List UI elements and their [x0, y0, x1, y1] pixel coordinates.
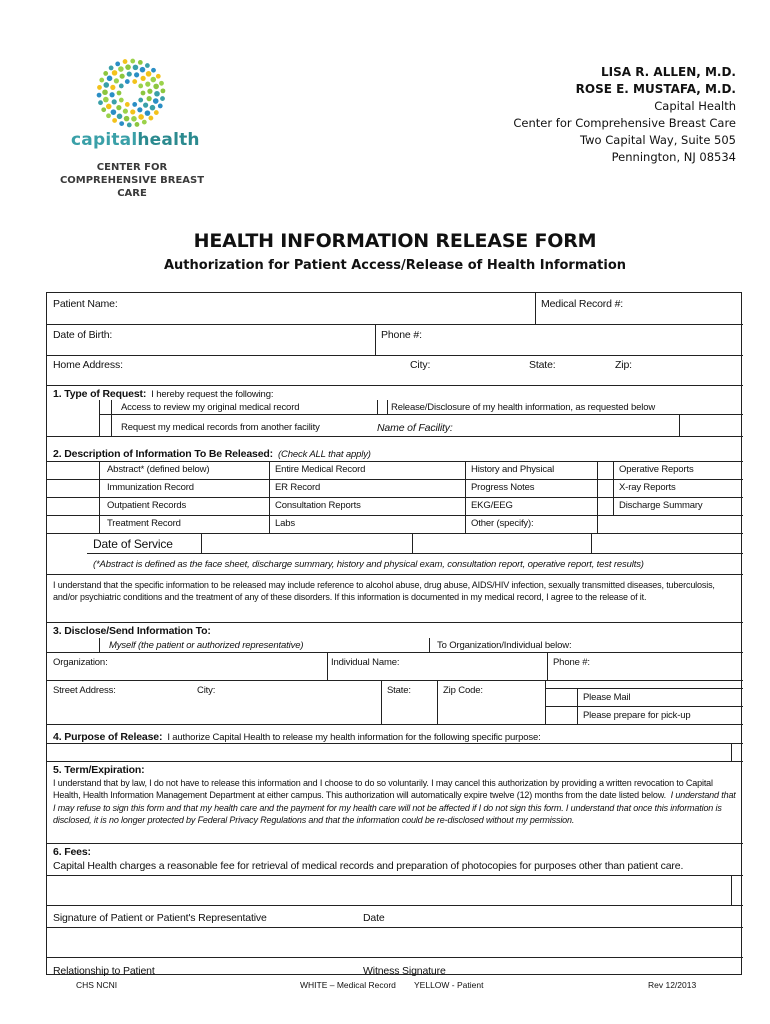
info-checkbox-labs[interactable]: Labs — [275, 518, 296, 529]
recipient-state-label: State: — [387, 685, 411, 696]
logo-dot — [150, 77, 156, 83]
center-name: Center for Comprehensive Breast Care — [513, 116, 736, 130]
info-checkbox-outpatient-records[interactable]: Outpatient Records — [107, 500, 187, 511]
logo-dot — [103, 97, 109, 103]
logo-dot — [159, 81, 164, 86]
info-checkbox-other-specify[interactable]: Other (specify): — [471, 518, 534, 529]
org-name: Capital Health — [654, 99, 736, 113]
logo-dot — [117, 114, 123, 120]
logo-dot — [109, 66, 114, 71]
abstract-definition: (*Abstract is defined as the face sheet, discharge summary, history and physical exam, consultation report, operative report, test results) — [93, 559, 644, 570]
logo-dot — [98, 100, 103, 105]
form-title: HEALTH INFORMATION RELEASE FORM — [193, 230, 597, 252]
logo-dot — [133, 65, 139, 71]
physician-1: LISA R. ALLEN, M.D. — [601, 65, 736, 79]
opt-access-checkbox[interactable]: Access to review my original medical record — [121, 402, 300, 413]
logo-dot — [120, 74, 125, 79]
logo-dot — [110, 85, 115, 90]
logo-dot — [117, 91, 122, 96]
logo-dot — [161, 88, 166, 93]
form-subtitle: Authorization for Patient Access/Release of Health Information — [163, 258, 627, 273]
logo-dot — [123, 59, 128, 64]
logo-dot — [97, 85, 102, 90]
logo-dot — [106, 113, 111, 118]
logo-dot — [99, 78, 104, 83]
logo-dot — [115, 62, 120, 67]
recipient-city-label: City: — [197, 685, 216, 696]
section6-heading: 6. Fees: — [53, 846, 91, 858]
logo-dot — [125, 79, 130, 84]
patient-city-label: City: — [410, 359, 431, 371]
recipient-zip-label: Zip Code: — [443, 685, 483, 696]
logo-dot — [147, 96, 152, 101]
logo-dot — [151, 68, 156, 73]
info-checkbox-history-and-physical[interactable]: History and Physical — [471, 464, 555, 475]
logo-dot — [119, 84, 124, 89]
city-address: Pennington, NJ 08534 — [611, 150, 736, 164]
facility-name-label: Name of Facility: — [377, 422, 453, 434]
logo-dot — [106, 104, 112, 110]
logo-dot — [158, 104, 163, 109]
yellow-copy-label: YELLOW - Patient — [414, 980, 484, 990]
logo-dot — [127, 71, 132, 76]
form-code: CHS NCNI — [76, 980, 118, 990]
logo-dot — [130, 59, 135, 64]
logo-dot — [119, 98, 124, 103]
logo-dot — [160, 96, 165, 101]
witness-label: Witness Signature — [363, 965, 446, 977]
patient-zip-label: Zip: — [615, 359, 632, 371]
logo-dot — [130, 109, 135, 114]
logo-dot — [134, 72, 139, 77]
logo-dot — [125, 64, 131, 70]
please-mail-checkbox[interactable]: Please Mail — [583, 692, 631, 703]
info-checkbox-operative-reports[interactable]: Operative Reports — [619, 464, 694, 475]
logo-dot — [107, 76, 113, 82]
logo-dot — [101, 107, 106, 112]
practice-address — [513, 64, 736, 166]
organization-label: Organization: — [53, 657, 108, 668]
logo-dot — [150, 105, 156, 111]
info-checkbox-immunization-record[interactable]: Immunization Record — [107, 482, 194, 493]
section1-heading-line: 1. Type of Request: I hereby request the following: — [53, 388, 274, 400]
logo-dot — [140, 67, 146, 73]
logo-dot — [97, 93, 102, 98]
logo-dot — [147, 89, 152, 94]
revision-date: Rev 12/2013 — [648, 980, 697, 990]
logo-dot — [111, 109, 117, 115]
logo-dot — [137, 107, 142, 112]
info-checkbox-consultation-reports[interactable]: Consultation Reports — [275, 500, 361, 511]
logo-dot — [138, 98, 143, 103]
patient-name-label: Patient Name: — [53, 298, 118, 310]
logo-dot — [138, 60, 143, 65]
logo-dot — [119, 121, 124, 126]
logo-dot — [125, 102, 130, 107]
opt-release-checkbox[interactable]: Release/Disclosure of my health information, as requested below — [391, 402, 656, 413]
info-checkbox-abstract-defined-below[interactable]: Abstract* (defined below) — [107, 464, 210, 475]
logo-dot — [141, 76, 146, 81]
info-checkbox-progress-notes[interactable]: Progress Notes — [471, 482, 535, 493]
home-address-label: Home Address: — [53, 359, 123, 371]
street-address: Two Capital Way, Suite 505 — [580, 133, 736, 147]
logo-dot — [154, 110, 159, 115]
mrn-label: Medical Record #: — [541, 298, 624, 310]
section4-line: 4. Purpose of Release: I authorize Capital Health to release my health information for the following specific purpose: — [53, 731, 541, 743]
logo-dot — [123, 109, 128, 114]
logo-dot — [156, 74, 161, 79]
logo-dot — [145, 63, 150, 68]
opt-request-checkbox[interactable]: Request my medical records from another facility — [121, 422, 320, 433]
sensitive-info-consent: I understand that the specific information to be released may include reference to alcohol abuse, drug abuse, AIDS/HIV infection, sexually transmitted diseases, tuberculosis, and/or psychiatric conditions and the treatment of any of these disorders. If this information is documented in my medical record, I agree to the release of it. — [53, 580, 715, 603]
logo-dot — [103, 82, 109, 88]
section3-heading: 3. Disclose/Send Information To: — [53, 625, 211, 637]
logo-dot — [112, 70, 118, 76]
logo-dot — [131, 116, 137, 122]
date-of-service-label: Date of Service — [93, 537, 173, 551]
relationship-label: Relationship to Patient — [53, 965, 155, 977]
pickup-checkbox[interactable]: Please prepare for pick-up — [583, 710, 691, 721]
info-checkbox-treatment-record[interactable]: Treatment Record — [107, 518, 181, 529]
logo-dot — [132, 102, 137, 107]
dob-label: Date of Birth: — [53, 329, 113, 341]
section5-heading: 5. Term/Expiration: — [53, 764, 145, 776]
recipient-phone-label: Phone #: — [553, 657, 590, 668]
logo-wordmark: capitalhealth — [71, 130, 200, 150]
logo-dot — [135, 122, 140, 127]
date-label: Date — [363, 912, 385, 924]
logo-dot — [146, 71, 152, 77]
logo-dot — [153, 84, 159, 90]
logo-dot — [141, 91, 146, 96]
info-checkbox-er-record[interactable]: ER Record — [275, 482, 321, 493]
logo-dot — [138, 114, 144, 120]
logo-dot — [112, 99, 117, 104]
capital-health-logo-icon — [96, 58, 166, 128]
individual-name-label: Individual Name: — [331, 657, 400, 668]
logo-dot — [142, 120, 147, 125]
info-checkbox-entire-medical-record[interactable]: Entire Medical Record — [275, 464, 366, 475]
logo-dot — [153, 98, 159, 104]
logo-dot — [118, 66, 124, 72]
logo-dot — [138, 84, 143, 89]
logo-dot — [109, 92, 114, 97]
release-form — [46, 292, 742, 975]
logo-dot — [124, 116, 130, 122]
logo-dot — [145, 110, 151, 116]
patient-state-label: State: — [529, 359, 556, 371]
white-copy-label: WHITE – Medical Record — [300, 980, 396, 990]
logo-dot — [132, 79, 137, 84]
send-to-org-checkbox[interactable]: To Organization/Individual below: — [437, 640, 572, 651]
info-checkbox-ekg-eeg[interactable]: EKG/EEG — [471, 500, 513, 511]
send-to-myself-checkbox[interactable]: Myself (the patient or authorized representative) — [109, 640, 304, 651]
logo-dot — [103, 71, 108, 76]
term-expiration-text: I understand that by law, I do not have to release this information and I choose to do so voluntarily. I may cancel this authorization by providing a written revocation to Capital Health, Health Information Management Department at either campus. This authorization will automatically expire twelve (12) months from the date listed below. I understand that I may refuse to sign this form and that my health care and the payment for my health care will not be affected if I do not sign this form. I understand that once this information is disclosed, it is no longer protected by Federal Privacy Regulations and that the information could be re-disclosed without my permission. — [53, 778, 736, 826]
logo-dot — [143, 103, 148, 108]
info-checkbox-discharge-summary[interactable]: Discharge Summary — [619, 500, 703, 511]
logo-dot — [112, 118, 117, 123]
logo-dot — [127, 123, 132, 128]
logo-subtitle: CENTER FOR COMPREHENSIVE BREAST CARE — [59, 162, 205, 199]
info-checkbox-x-ray-reports[interactable]: X-ray Reports — [619, 482, 676, 493]
logo-dot — [102, 89, 108, 95]
logo-dot — [116, 105, 121, 110]
logo-dot — [145, 82, 150, 87]
fees-text: Capital Health charges a reasonable fee for retrieval of medical records and preparation of photocopies for purposes other than patient care. — [53, 860, 684, 872]
logo-dot — [154, 91, 160, 97]
logo-dot — [114, 78, 119, 83]
recipient-street-label: Street Address: — [53, 685, 116, 696]
signature-label: Signature of Patient or Patient's Representative — [53, 912, 267, 924]
physician-2: ROSE E. MUSTAFA, M.D. — [575, 82, 736, 96]
section2-heading-line: 2. Description of Information To Be Released: (Check ALL that apply) — [53, 448, 371, 460]
logo-dot — [148, 116, 153, 121]
patient-phone-label: Phone #: — [381, 329, 422, 341]
